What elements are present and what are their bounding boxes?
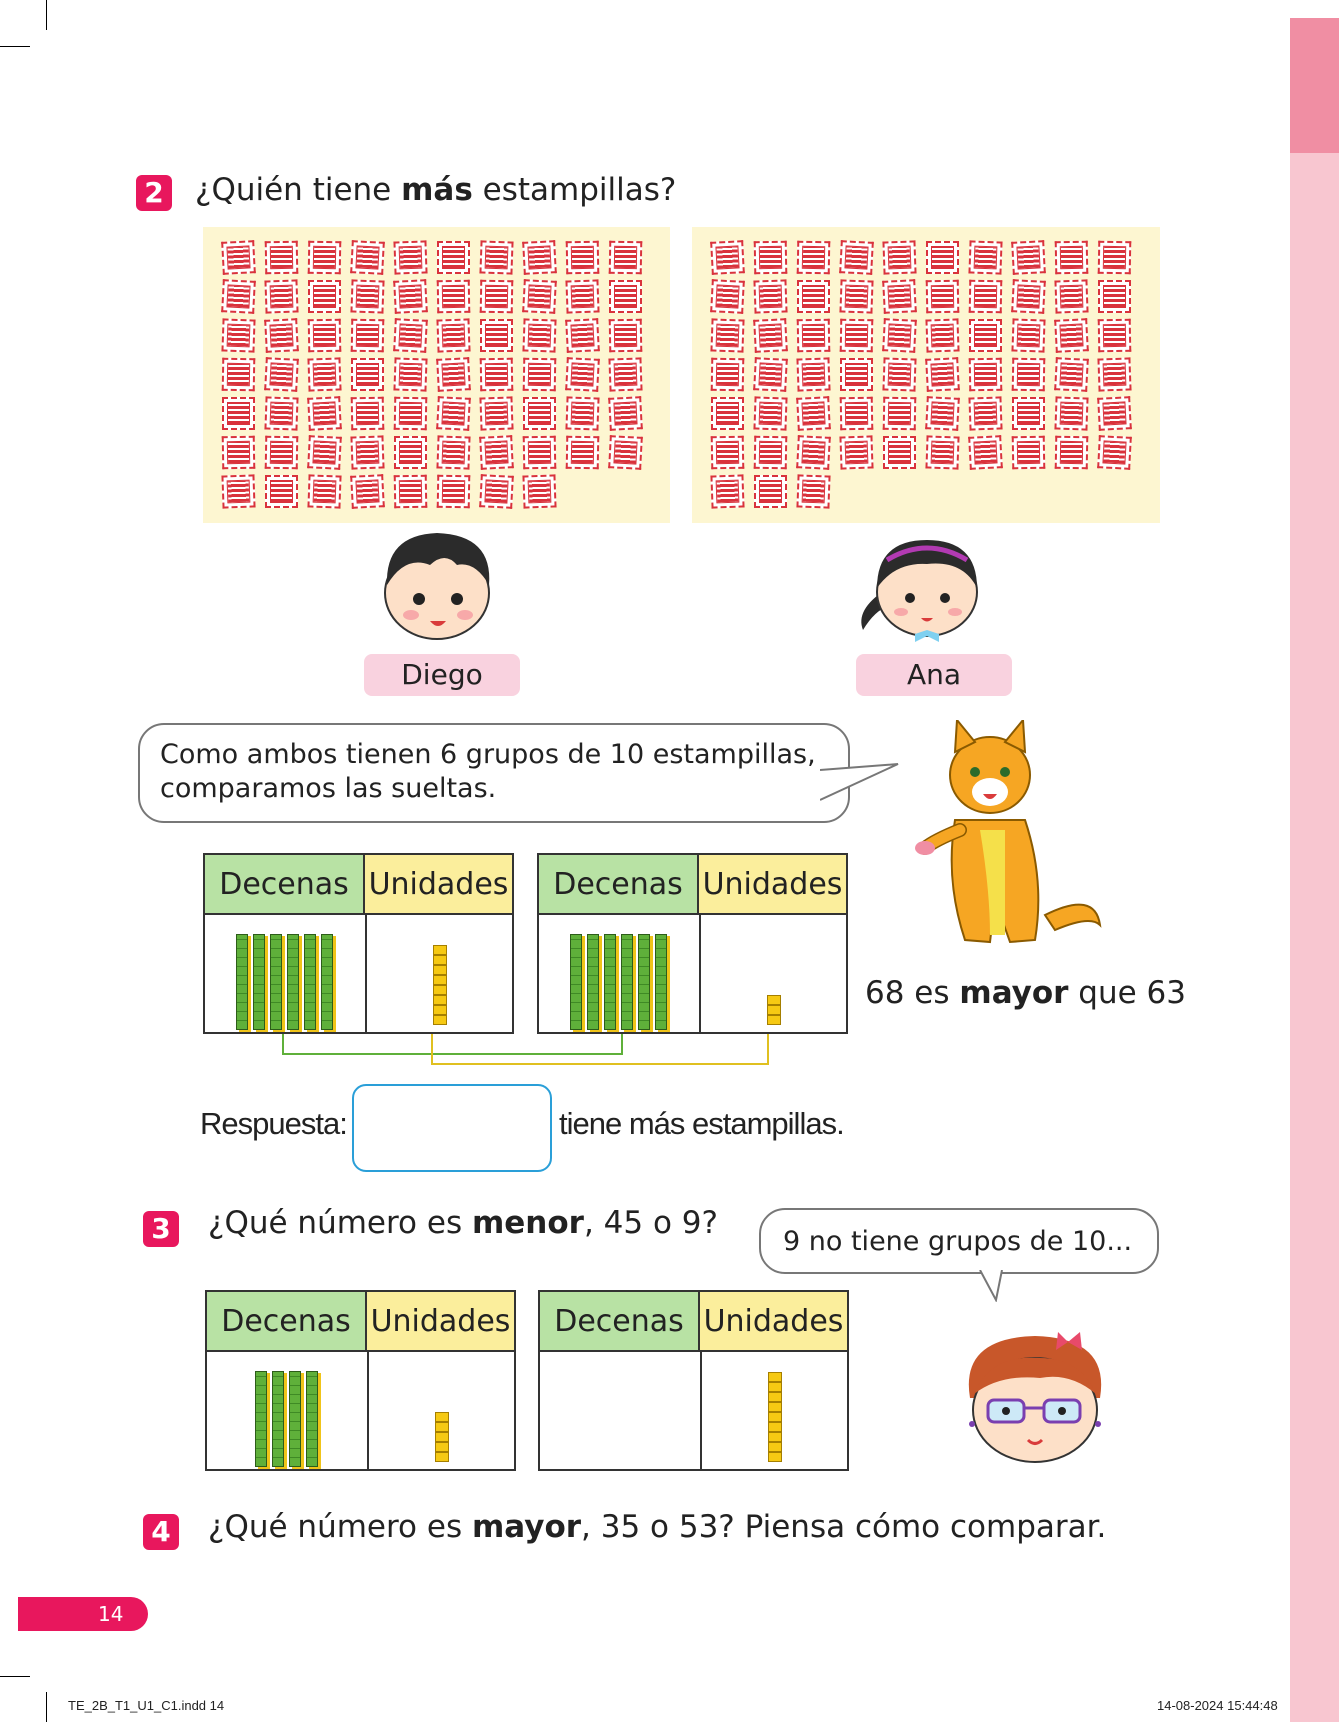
stamp — [351, 397, 385, 431]
unit-cube — [433, 985, 447, 995]
stamp — [308, 319, 342, 353]
stamp — [350, 279, 384, 313]
stamp — [393, 318, 428, 353]
ten-rod — [638, 934, 650, 1030]
ten-rod — [255, 1371, 267, 1467]
stamp — [926, 280, 960, 314]
stamp — [264, 318, 299, 353]
stamp — [394, 475, 428, 509]
stamp — [1012, 397, 1045, 430]
stamp — [437, 280, 471, 314]
stamp — [522, 240, 557, 275]
stamp — [522, 318, 556, 352]
ten-rod — [270, 934, 282, 1030]
stamp — [436, 357, 471, 392]
bubble-tail — [820, 762, 900, 812]
stamp — [1098, 241, 1132, 275]
stamp — [565, 396, 599, 430]
stamp — [969, 358, 1003, 392]
unit-cube — [768, 1382, 782, 1392]
stamp — [436, 318, 470, 352]
question-text-part: ¿Qué número es — [208, 1205, 472, 1241]
stamp — [710, 474, 744, 508]
stamp — [308, 241, 342, 275]
comparison-statement — [865, 975, 1186, 1011]
stamp — [609, 319, 643, 353]
cat-mascot-illustration — [895, 720, 1105, 955]
q3-place-value-table-left — [205, 1290, 516, 1471]
question-3-text — [208, 1205, 718, 1241]
stamp — [308, 280, 341, 313]
stamp — [565, 279, 599, 313]
stamp — [351, 319, 385, 353]
stamp — [393, 240, 427, 274]
ten-rod — [321, 934, 333, 1030]
stamp — [882, 318, 917, 353]
decenas-header: Decenas — [205, 855, 365, 915]
footer-file-info: TE_2B_T1_U1_C1.indd 14 — [68, 1698, 225, 1713]
stamp — [565, 318, 600, 353]
decenas-header: Decenas — [540, 1292, 700, 1352]
stamp — [797, 280, 830, 313]
ten-rod — [587, 934, 599, 1030]
stamp — [968, 396, 1002, 430]
cat-speech-bubble — [138, 723, 850, 823]
stamp — [265, 241, 299, 275]
stamp — [925, 357, 960, 392]
stamp — [565, 357, 600, 392]
stamp — [1011, 279, 1046, 314]
stamp — [566, 241, 600, 275]
stamp — [1055, 241, 1089, 275]
stamp — [222, 358, 256, 392]
unit-cube — [768, 1372, 782, 1382]
stamp — [221, 474, 255, 508]
stamp — [394, 397, 428, 431]
stamp — [351, 358, 384, 391]
stamp — [479, 240, 513, 274]
question-text-part: , 45 o 9? — [583, 1205, 718, 1241]
stamp — [393, 279, 428, 314]
diego-face-illustration — [375, 525, 500, 643]
stamp — [710, 318, 744, 352]
unidades-header: Unidades — [700, 1292, 847, 1352]
stamp — [1054, 396, 1088, 430]
stamp — [264, 396, 298, 430]
answer-input-box[interactable] — [352, 1084, 552, 1172]
comparison-text-bold: mayor — [959, 975, 1069, 1011]
unit-cube — [768, 1392, 782, 1402]
q3-place-value-table-right — [538, 1290, 849, 1471]
ana-stamp-panel — [692, 227, 1160, 523]
side-color-strip — [1290, 18, 1339, 1722]
ten-rod — [289, 1371, 301, 1467]
stamp — [1097, 396, 1132, 431]
ten-rod — [306, 1371, 318, 1467]
question-text-part: , 35 o 53? Piensa cómo comparar. — [581, 1509, 1107, 1545]
question-number-4: 4 — [143, 1514, 179, 1550]
stamp — [883, 436, 916, 469]
stamp — [1055, 436, 1089, 470]
stamp — [609, 280, 642, 313]
stamp — [608, 435, 643, 470]
stamp — [393, 357, 427, 391]
stamp — [968, 240, 1002, 274]
stamp — [883, 397, 917, 431]
ten-rod — [236, 934, 248, 1030]
unit-cube — [435, 1412, 449, 1422]
bubble-line-2: comparamos las sueltas. — [160, 773, 497, 804]
stamp — [711, 397, 744, 430]
stamp — [307, 396, 342, 431]
question-text-bold: mayor — [471, 1509, 582, 1545]
unit-cube — [768, 1452, 782, 1462]
unit-cube — [433, 955, 447, 965]
question-text-part: estampillas? — [472, 172, 677, 208]
question-text-bold: menor — [471, 1205, 584, 1241]
stamp — [796, 435, 831, 470]
unit-cube — [435, 1452, 449, 1462]
stamp — [566, 436, 600, 470]
unit-cube — [768, 1402, 782, 1412]
unit-cube — [767, 1005, 781, 1015]
stamp — [840, 319, 874, 353]
unit-cube — [435, 1422, 449, 1432]
comparison-text-part: 68 es — [865, 975, 960, 1011]
unit-cube — [768, 1432, 782, 1442]
ana-face-illustration — [855, 530, 990, 642]
stamp — [436, 435, 470, 469]
stamp — [882, 240, 916, 274]
stamp — [479, 435, 514, 470]
stamp — [1098, 319, 1132, 353]
ten-rod — [655, 934, 667, 1030]
ana-name-label: Ana — [856, 654, 1012, 696]
diego-name-label: Diego — [364, 654, 520, 696]
stamp — [797, 319, 831, 353]
stamp — [264, 357, 299, 392]
unit-cube — [768, 1442, 782, 1452]
stamp — [796, 474, 830, 508]
stamp — [350, 474, 385, 509]
ten-rod — [287, 934, 299, 1030]
stamp — [1054, 318, 1089, 353]
unit-cube — [768, 1422, 782, 1432]
footer-timestamp: 14-08-2024 15:44:48 — [1157, 1698, 1278, 1713]
stamp — [350, 240, 385, 275]
stamp — [754, 436, 788, 470]
stamp — [753, 357, 788, 392]
girl-with-glasses-illustration — [950, 1328, 1120, 1466]
question-number-2: 2 — [136, 175, 172, 211]
stamp — [754, 241, 788, 275]
stamp — [797, 241, 831, 275]
stamp — [969, 280, 1003, 314]
unit-cube — [767, 995, 781, 1005]
answer-label: Respuesta: — [200, 1106, 347, 1141]
stamp — [522, 279, 557, 314]
stamp — [1054, 279, 1088, 313]
q2-place-value-table-left — [203, 853, 514, 1034]
bubble-tail — [978, 1270, 1008, 1302]
stamp — [480, 319, 513, 352]
unit-cube — [433, 965, 447, 975]
comparison-connector-lines — [270, 1034, 780, 1068]
stamp — [265, 475, 298, 508]
unit-cube — [433, 995, 447, 1005]
stamp — [265, 436, 299, 470]
stamp — [1097, 435, 1132, 470]
stamp — [307, 474, 341, 508]
stamp — [710, 240, 745, 275]
stamp — [436, 396, 471, 431]
ten-rod — [570, 934, 582, 1030]
stamp — [264, 279, 298, 313]
stamp — [839, 279, 873, 313]
stamp — [350, 435, 384, 469]
q2-place-value-table-right — [537, 853, 848, 1034]
unit-cube — [767, 1015, 781, 1025]
stamp — [840, 397, 874, 431]
question-text-bold: más — [401, 172, 473, 208]
question-text-part: ¿Quién tiene — [195, 172, 402, 208]
stamp — [221, 240, 256, 275]
crop-mark — [46, 0, 47, 30]
ten-rod — [272, 1371, 284, 1467]
stamp — [307, 435, 342, 470]
stamp — [222, 397, 255, 430]
stamp — [969, 319, 1002, 352]
stamp — [609, 241, 643, 275]
unidades-header: Unidades — [367, 1292, 514, 1352]
stamp — [394, 436, 427, 469]
stamp — [1012, 436, 1046, 470]
stamp — [796, 357, 830, 391]
stamp — [753, 396, 787, 430]
unit-cube — [433, 945, 447, 955]
stamp — [1098, 280, 1131, 313]
question-2-text — [195, 172, 676, 208]
stamp — [711, 358, 745, 392]
ten-rod — [621, 934, 633, 1030]
stamp — [1011, 318, 1045, 352]
stamp — [968, 435, 1003, 470]
stamp — [710, 279, 745, 314]
stamp — [840, 358, 873, 391]
unit-cube — [433, 1005, 447, 1015]
unit-cube — [435, 1432, 449, 1442]
decenas-header: Decenas — [207, 1292, 367, 1352]
stamp — [523, 436, 557, 470]
stamp — [523, 358, 557, 392]
question-4-text — [208, 1509, 1106, 1545]
question-number-3: 3 — [143, 1211, 179, 1247]
stamp — [437, 475, 471, 509]
answer-suffix: tiene más estampillas. — [559, 1106, 844, 1141]
stamp — [608, 396, 643, 431]
stamp — [608, 357, 642, 391]
stamp — [307, 357, 341, 391]
question-text-part: ¿Qué número es — [208, 1509, 472, 1545]
stamp — [882, 279, 917, 314]
unit-cube — [768, 1412, 782, 1422]
stamp — [839, 240, 874, 275]
diego-stamp-panel — [203, 227, 670, 523]
stamp — [221, 318, 255, 352]
unit-cube — [433, 1015, 447, 1025]
decenas-header: Decenas — [539, 855, 699, 915]
stamp — [753, 279, 787, 313]
stamp — [839, 435, 873, 469]
stamp — [1012, 358, 1046, 392]
stamp — [222, 436, 256, 470]
girl-speech-bubble: 9 no tiene grupos de 10... — [759, 1208, 1159, 1274]
stamp — [480, 358, 514, 392]
ten-rod — [253, 934, 265, 1030]
stamp — [522, 474, 556, 508]
stamp — [221, 279, 256, 314]
ten-rod — [304, 934, 316, 1030]
stamp — [754, 475, 787, 508]
stamp — [796, 396, 831, 431]
crop-mark — [46, 1692, 47, 1722]
stamp — [926, 241, 959, 274]
unit-cube — [435, 1442, 449, 1452]
comparison-text-part: que 63 — [1068, 975, 1187, 1011]
stamp — [753, 318, 788, 353]
unidades-header: Unidades — [699, 855, 846, 915]
stamp — [1054, 357, 1089, 392]
stamp — [882, 357, 916, 391]
crop-mark — [0, 1676, 30, 1677]
stamp — [711, 436, 745, 470]
stamp — [925, 396, 960, 431]
stamp — [479, 396, 513, 430]
stamp — [1011, 240, 1046, 275]
stamp — [925, 435, 959, 469]
stamp — [523, 397, 556, 430]
stamp — [925, 318, 959, 352]
stamp — [1097, 357, 1131, 391]
stamp — [480, 280, 514, 314]
unidades-header: Unidades — [365, 855, 512, 915]
ten-rod — [604, 934, 616, 1030]
stamp — [479, 474, 514, 509]
unit-cube — [433, 975, 447, 985]
crop-mark — [0, 46, 30, 47]
stamp — [437, 241, 470, 274]
bubble-line-1: Como ambos tienen 6 grupos de 10 estampillas, — [160, 739, 816, 770]
page-number-tab: 14 — [18, 1597, 148, 1631]
